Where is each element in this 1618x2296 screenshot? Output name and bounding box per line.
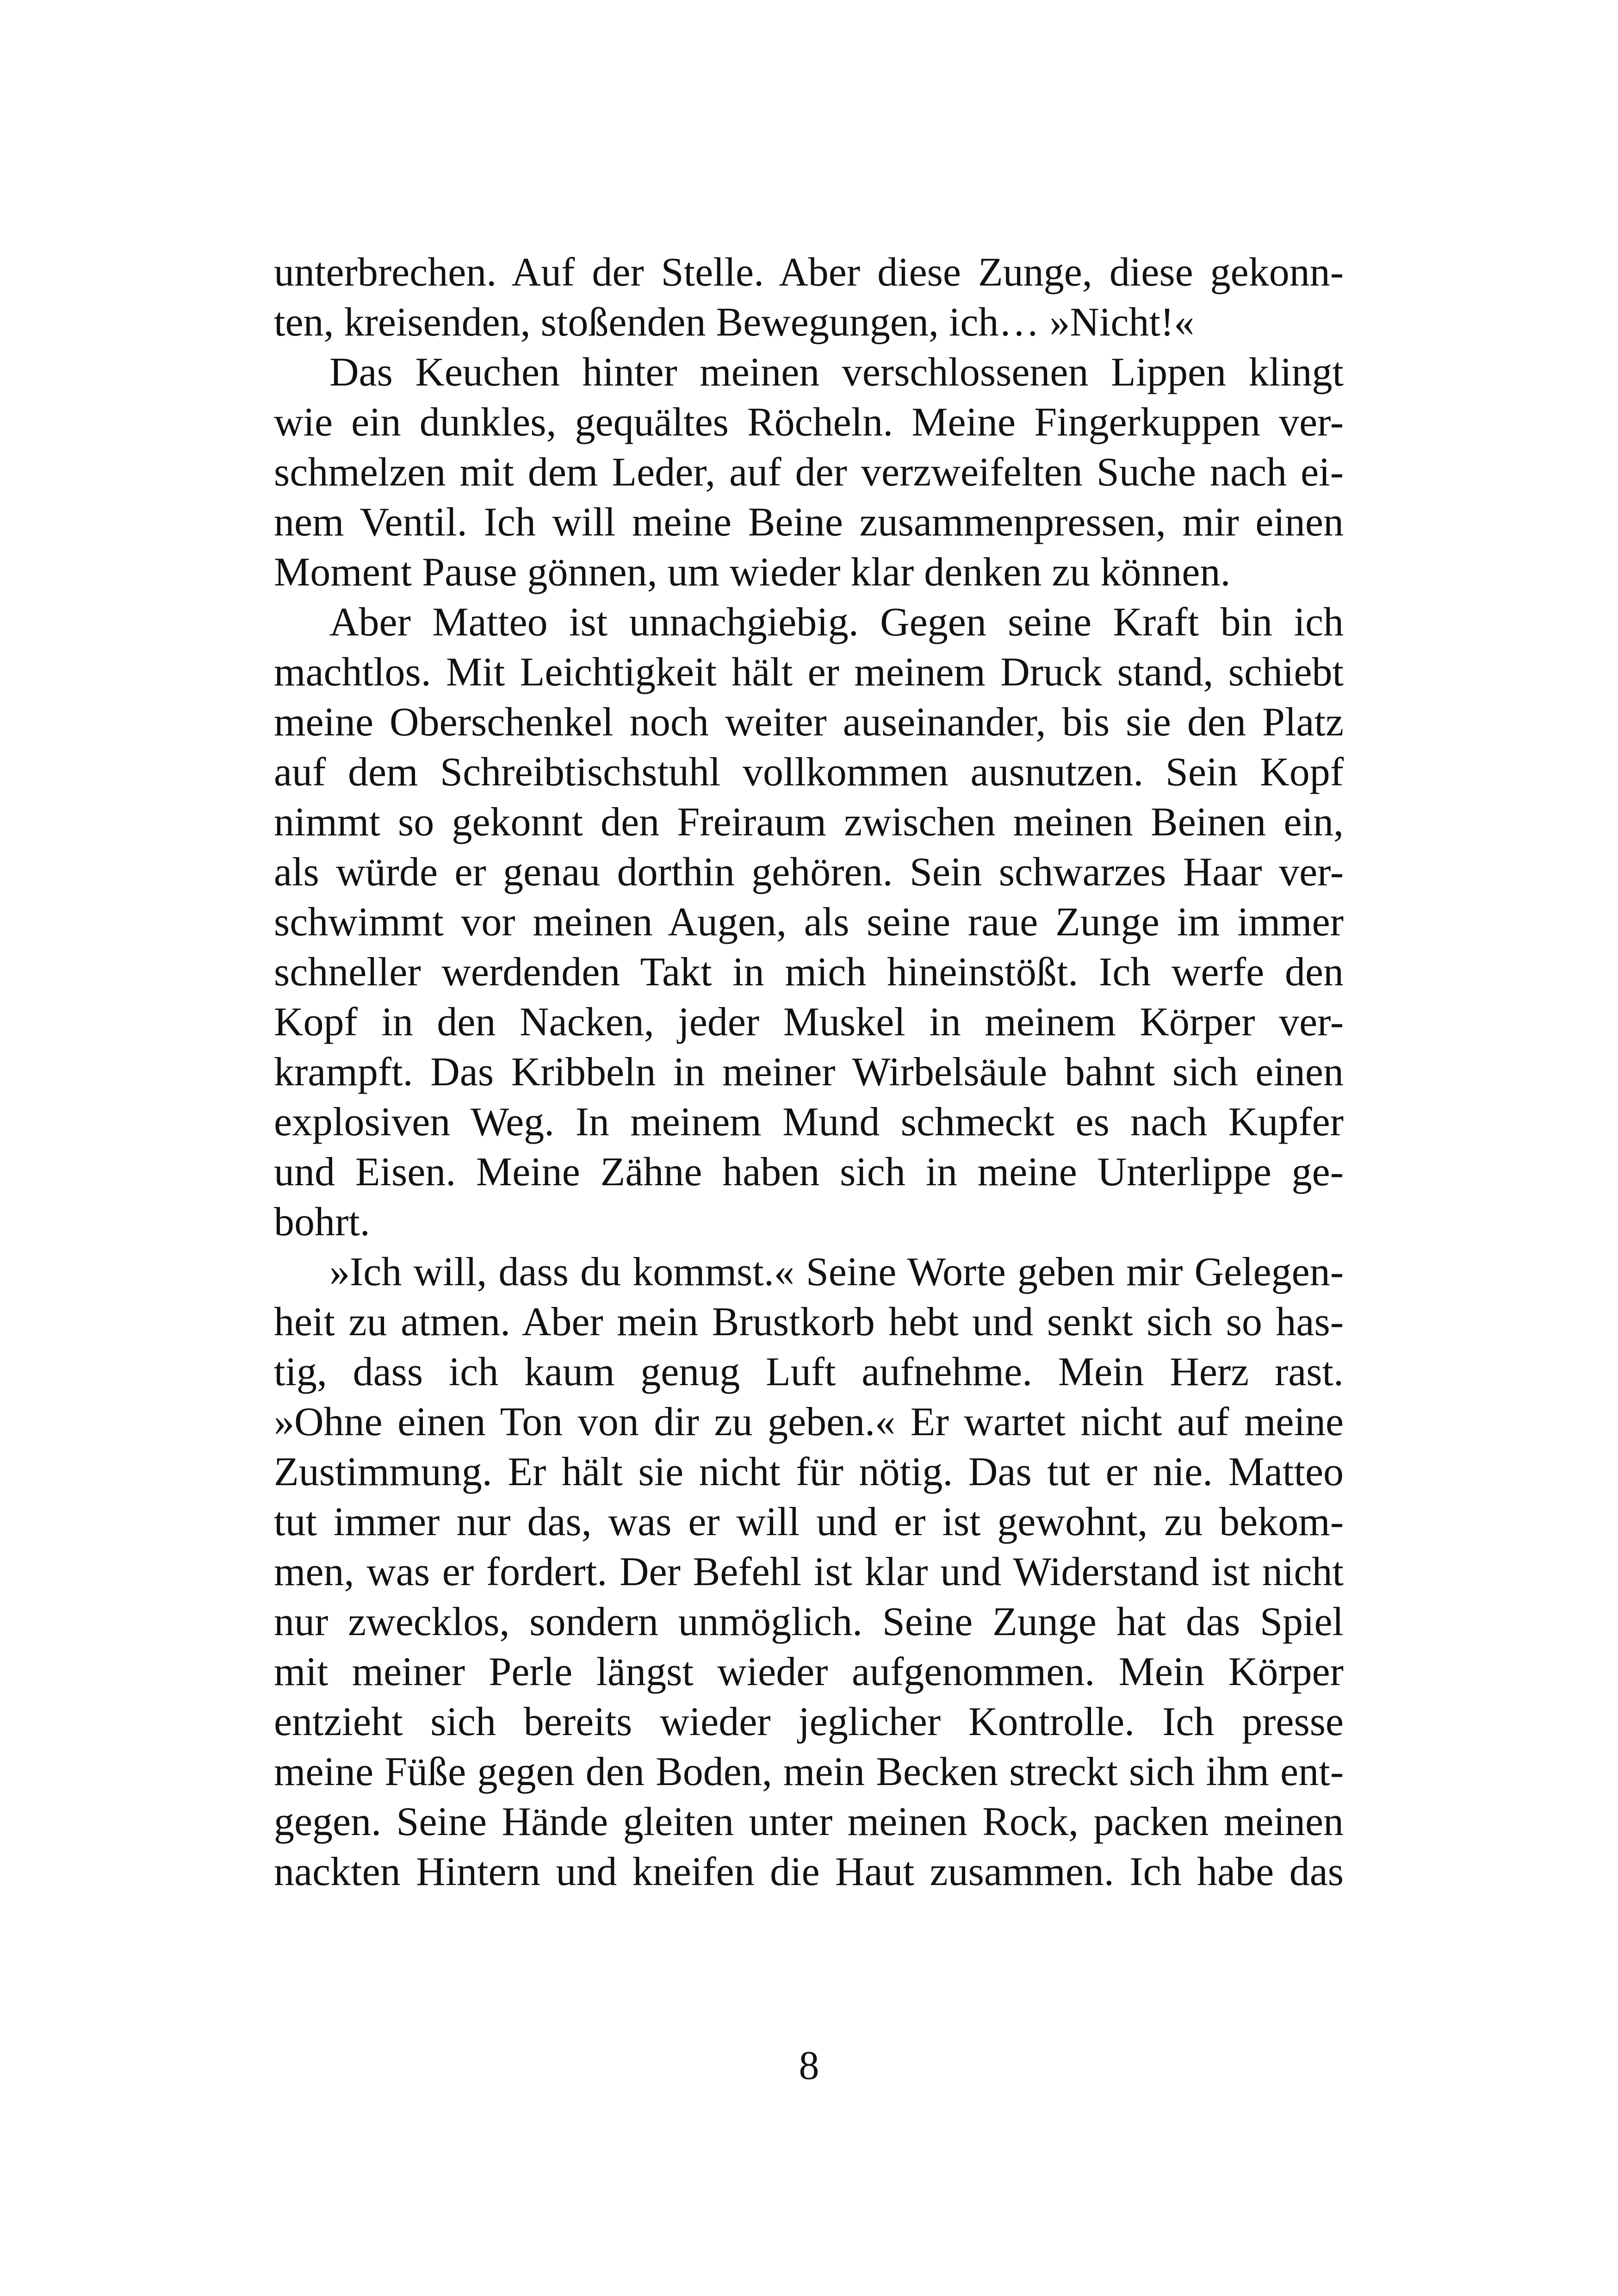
text-line: gegen. Seine Hände gleiten unter meinen Rock, packen meinen	[274, 1799, 1344, 1844]
text-line: nem Ventil. Ich will meine Beine zusammenpressen, mir einen	[274, 500, 1344, 545]
text-line: bohrt.	[274, 1200, 370, 1244]
text-line: Zustimmung. Er hält sie nicht für nötig. Das tut er nie. Matteo	[274, 1450, 1344, 1494]
text-line: machtlos. Mit Leichtigkeit hält er meinem Druck stand, schiebt	[274, 650, 1344, 695]
text-line: tig, dass ich kaum genug Luft aufnehme. Mein Herz rast.	[274, 1350, 1344, 1394]
text-line: nur zwecklos, sondern unmöglich. Seine Zunge hat das Spiel	[274, 1599, 1344, 1644]
text-line: men, was er fordert. Der Befehl ist klar und Widerstand ist nicht	[274, 1549, 1344, 1594]
text-line: »Ohne einen Ton von dir zu geben.« Er wartet nicht auf meine	[274, 1400, 1344, 1444]
text-line: als würde er genau dorthin gehören. Sein schwarzes Haar ver-	[274, 850, 1344, 895]
text-line: meine Füße gegen den Boden, mein Becken streckt sich ihm ent-	[274, 1749, 1344, 1794]
body-text	[274, 248, 1344, 1897]
text-line: Das Keuchen hinter meinen verschlossenen Lippen klingt	[329, 350, 1344, 395]
text-line: meine Oberschenkel noch weiter auseinander, bis sie den Platz	[274, 700, 1344, 745]
text-line: tut immer nur das, was er will und er ist gewohnt, zu bekom-	[274, 1500, 1344, 1544]
text-line: unterbrechen. Auf der Stelle. Aber diese Zunge, diese gekonn-	[274, 250, 1344, 295]
text-line: auf dem Schreibtischstuhl vollkommen ausnutzen. Sein Kopf	[274, 750, 1344, 795]
text-line: schmelzen mit dem Leder, auf der verzweifelten Suche nach ei-	[274, 450, 1344, 495]
text-line: krampft. Das Kribbeln in meiner Wirbelsäule bahnt sich einen	[274, 1050, 1344, 1095]
text-line: nimmt so gekonnt den Freiraum zwischen meinen Beinen ein,	[274, 800, 1344, 845]
text-line: wie ein dunkles, gequältes Röcheln. Meine Fingerkuppen ver-	[274, 400, 1344, 445]
text-line: explosiven Weg. In meinem Mund schmeckt es nach Kupfer	[274, 1100, 1344, 1145]
text-line: Kopf in den Nacken, jeder Muskel in meinem Körper ver-	[274, 1000, 1344, 1045]
text-line: entzieht sich bereits wieder jeglicher Kontrolle. Ich presse	[274, 1699, 1344, 1744]
text-line: und Eisen. Meine Zähne haben sich in meine Unterlippe ge-	[274, 1150, 1344, 1195]
text-line: schwimmt vor meinen Augen, als seine raue Zunge im immer	[274, 900, 1344, 945]
text-line: Moment Pause gönnen, um wieder klar denken zu können.	[274, 550, 1231, 595]
text-line: Aber Matteo ist unnachgiebig. Gegen seine Kraft bin ich	[329, 600, 1344, 645]
text-line: nackten Hintern und kneifen die Haut zusammen. Ich habe das	[274, 1849, 1344, 1894]
text-line: schneller werdenden Takt in mich hineinstößt. Ich werfe den	[274, 950, 1344, 995]
text-line: ten, kreisenden, stoßenden Bewegungen, ich… »Nicht!«	[274, 300, 1195, 345]
page-number: 8	[799, 2043, 819, 2088]
text-line: heit zu atmen. Aber mein Brustkorb hebt und senkt sich so has-	[274, 1300, 1344, 1344]
text-line: »Ich will, dass du kommst.« Seine Worte geben mir Gelegen-	[329, 1250, 1344, 1294]
text-line: mit meiner Perle längst wieder aufgenommen. Mein Körper	[274, 1649, 1344, 1694]
